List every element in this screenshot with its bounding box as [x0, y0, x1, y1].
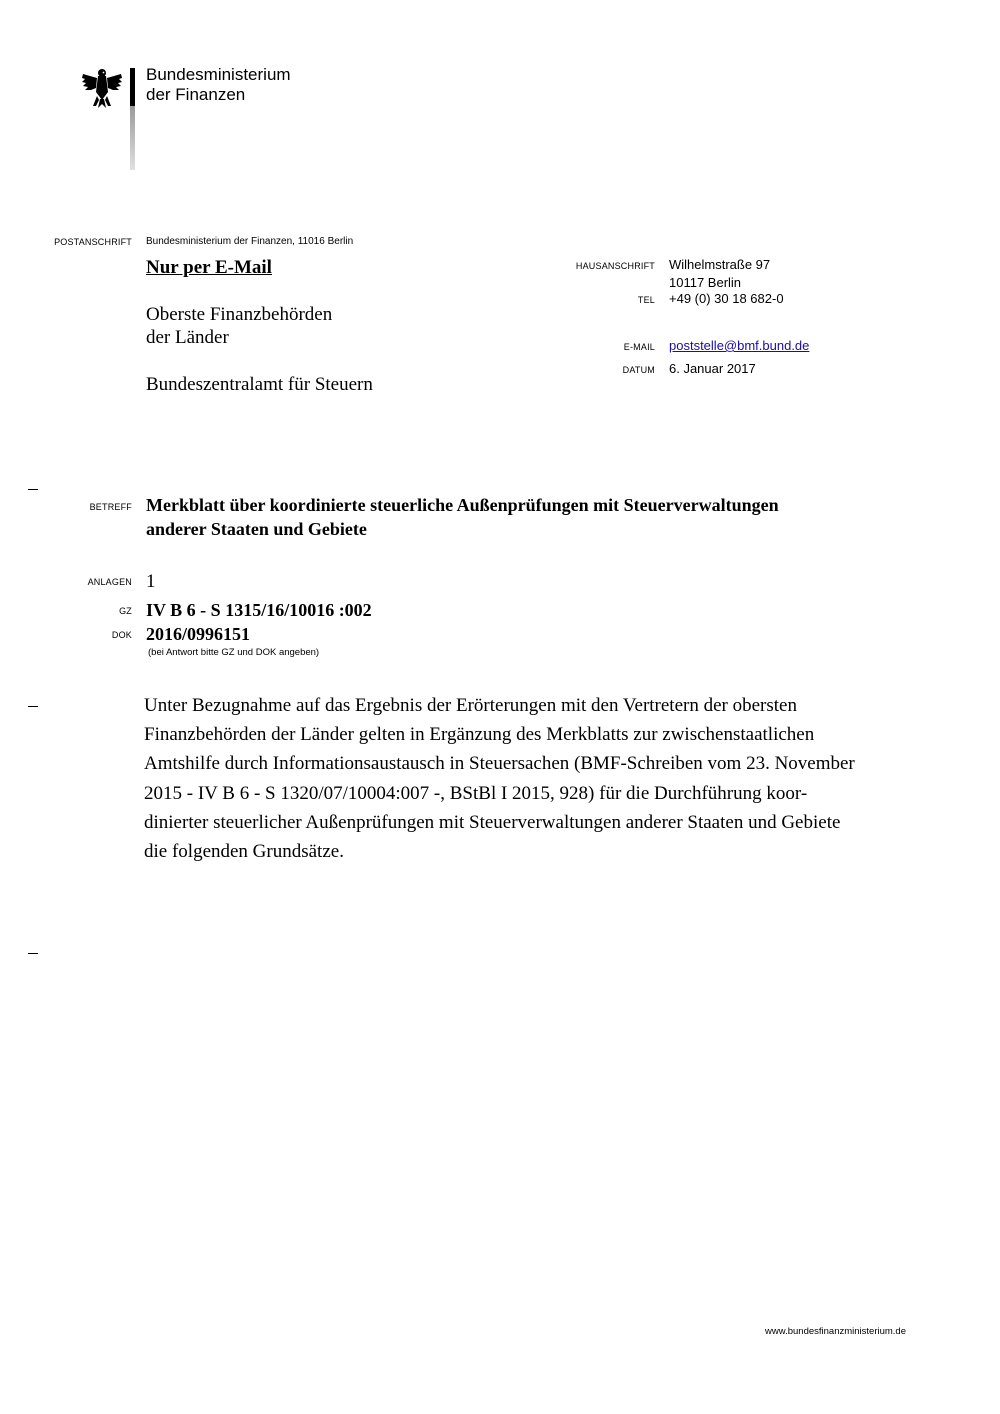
- body-line: Amtshilfe durch Informationsaustausch in Steuersachen (BMF-Schreiben vom 23. November: [144, 753, 855, 775]
- betreff-line2: anderer Staaten und Gebiete: [146, 519, 367, 539]
- recipient-line2: der Länder: [146, 327, 229, 348]
- fold-mark-bottom: [28, 953, 38, 954]
- datum-value: 6. Januar 2017: [669, 361, 756, 376]
- body-line: Finanzbehörden der Länder gelten in Ergänzung des Merkblatts zur zwischenstaatlichen: [144, 724, 815, 746]
- postanschrift-value: Bundesministerium der Finanzen, 11016 Berlin: [146, 236, 354, 247]
- delivery-mode: Nur per E-Mail: [146, 257, 272, 278]
- betreff-line1: Merkblatt über koordinierte steuerliche Außenprüfungen mit Steuerverwaltungen: [146, 495, 779, 515]
- hausanschrift-line2: 10117 Berlin: [669, 275, 742, 290]
- gz-value: IV B 6 - S 1315/16/10016 :002: [146, 600, 372, 620]
- logo-bar: [130, 68, 135, 106]
- ministry-logo: [78, 64, 318, 174]
- hausanschrift-label: HAUSANSCHRIFT: [575, 261, 655, 271]
- anlagen-label: ANLAGEN: [87, 577, 132, 587]
- body-line: die folgenden Grundsätze.: [144, 841, 344, 863]
- ministry-name-line2: der Finanzen: [146, 85, 246, 104]
- body-line: 2015 - IV B 6 - S 1320/07/10004:007 -, BStBl I 2015, 928) für die Durchführung koor-: [144, 782, 808, 804]
- letter-body: [144, 691, 904, 866]
- dok-label: DOK: [111, 630, 132, 640]
- footer-website: www.bundesfinanzministerium.de: [765, 1326, 906, 1337]
- body-line: dinierter steuerlicher Außenprüfungen mit Steuerverwaltungen anderer Staaten und Gebiete: [144, 811, 841, 833]
- fold-mark-middle: [28, 706, 38, 707]
- recipient-line1: Oberste Finanzbehörden: [146, 304, 333, 325]
- email-link[interactable]: poststelle@bmf.bund.de: [669, 338, 810, 353]
- email-label: E-MAIL: [623, 342, 655, 352]
- gz-label: GZ: [119, 606, 132, 616]
- dok-value: 2016/0996151: [146, 624, 251, 644]
- hausanschrift-line1: Wilhelmstraße 97: [669, 257, 771, 272]
- betreff-label: BETREFF: [89, 502, 132, 512]
- postanschrift-label: POSTANSCHRIFT: [54, 237, 132, 247]
- fold-mark-top: [28, 489, 38, 490]
- recipient-line3: Bundeszentralamt für Steuern: [146, 374, 373, 395]
- dok-note: (bei Antwort bitte GZ und DOK angeben): [148, 647, 320, 658]
- tel-label: TEL: [637, 295, 655, 305]
- ministry-name-line1: Bundesministerium: [146, 65, 291, 84]
- logo-bar-fade: [130, 106, 135, 170]
- tel-value: +49 (0) 30 18 682-0: [669, 291, 784, 306]
- anlagen-value: 1: [146, 571, 156, 592]
- body-line: Unter Bezugnahme auf das Ergebnis der Erörterungen mit den Vertretern der obersten: [144, 695, 797, 716]
- federal-eagle-icon: [80, 66, 124, 110]
- datum-label: DATUM: [622, 365, 655, 375]
